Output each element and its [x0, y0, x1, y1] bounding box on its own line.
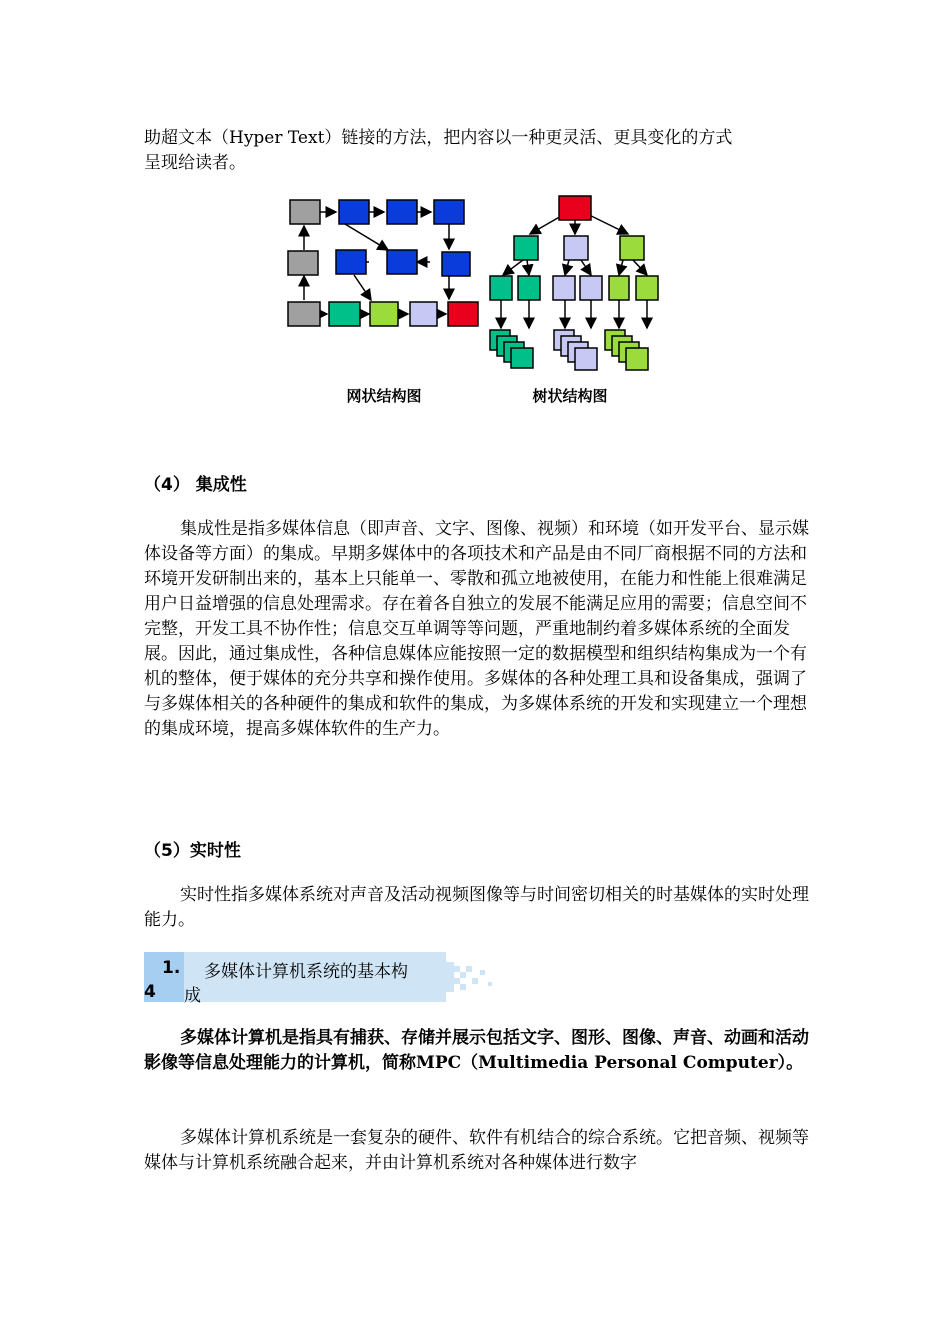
- section-1-4-heading: [144, 952, 446, 1006]
- heading-fade-decoration: [446, 962, 502, 992]
- section-4-heading: （4） 集成性: [144, 475, 247, 495]
- heading-title-line-2: 成: [184, 986, 201, 1006]
- heading-number: 1.: [162, 958, 181, 978]
- section-5-heading: （5）实时性: [144, 841, 241, 861]
- mpc-definition: 多媒体计算机是指具有捕获、存储并展示包括文字、图形、图像、声音、动画和活动影像等信息处理能力的计算机，简称MPC（Multimedia Personal Computer）。: [144, 1028, 809, 1073]
- intro-line-1: 助超文本（Hyper Text）链接的方法，把内容以一种更灵活、更具变化的方式: [144, 128, 733, 148]
- structure-figure: [283, 190, 663, 410]
- mpc-system-paragraph: 多媒体计算机系统是一套复杂的硬件、软件有机结合的综合系统。它把音频、视频等媒体与计算机系统融合起来，并由计算机系统对各种媒体进行数字: [144, 1128, 809, 1173]
- heading-title-line-1: 多媒体计算机系统的基本构: [204, 962, 408, 982]
- mesh-caption: 网状结构图: [346, 387, 422, 405]
- section-5-body: 实时性指多媒体系统对声音及活动视频图像等与时间密切相关的时基媒体的实时处理能力。: [144, 885, 809, 930]
- intro-line-2: 呈现给读者。: [144, 153, 246, 173]
- tree-caption: 树状结构图: [532, 387, 608, 405]
- section-4-body: 集成性是指多媒体信息（即声音、文字、图像、视频）和环境（如开发平台、显示媒体设备等方面）的集成。早期多媒体中的各项技术和产品是由不同厂商根据不同的方法和环境开发研制出来的，基本上只能单一、零散和孤立地被使用，在能力和性能上很难满足用户日益增强的信息处理需求。存在着各自独立的发展不能满足应用的需要；信息空间不完整，开发工具不协作性；信息交互单调等等问题，严重地制约着多媒体系统的全面发展。因此，通过集成性，各种信息媒体应能按照一定的数据模型和组织结构集成为一个有机的整体，便于媒体的充分共享和操作使用。多媒体的各种处理工具和设备集成，强调了与多媒体相关的各种硬件的集成和软件的集成，为多媒体系统的开发和实现建立一个理想的集成环境，提高多媒体软件的生产力。: [144, 519, 809, 739]
- heading-number-2: 4: [144, 982, 156, 1002]
